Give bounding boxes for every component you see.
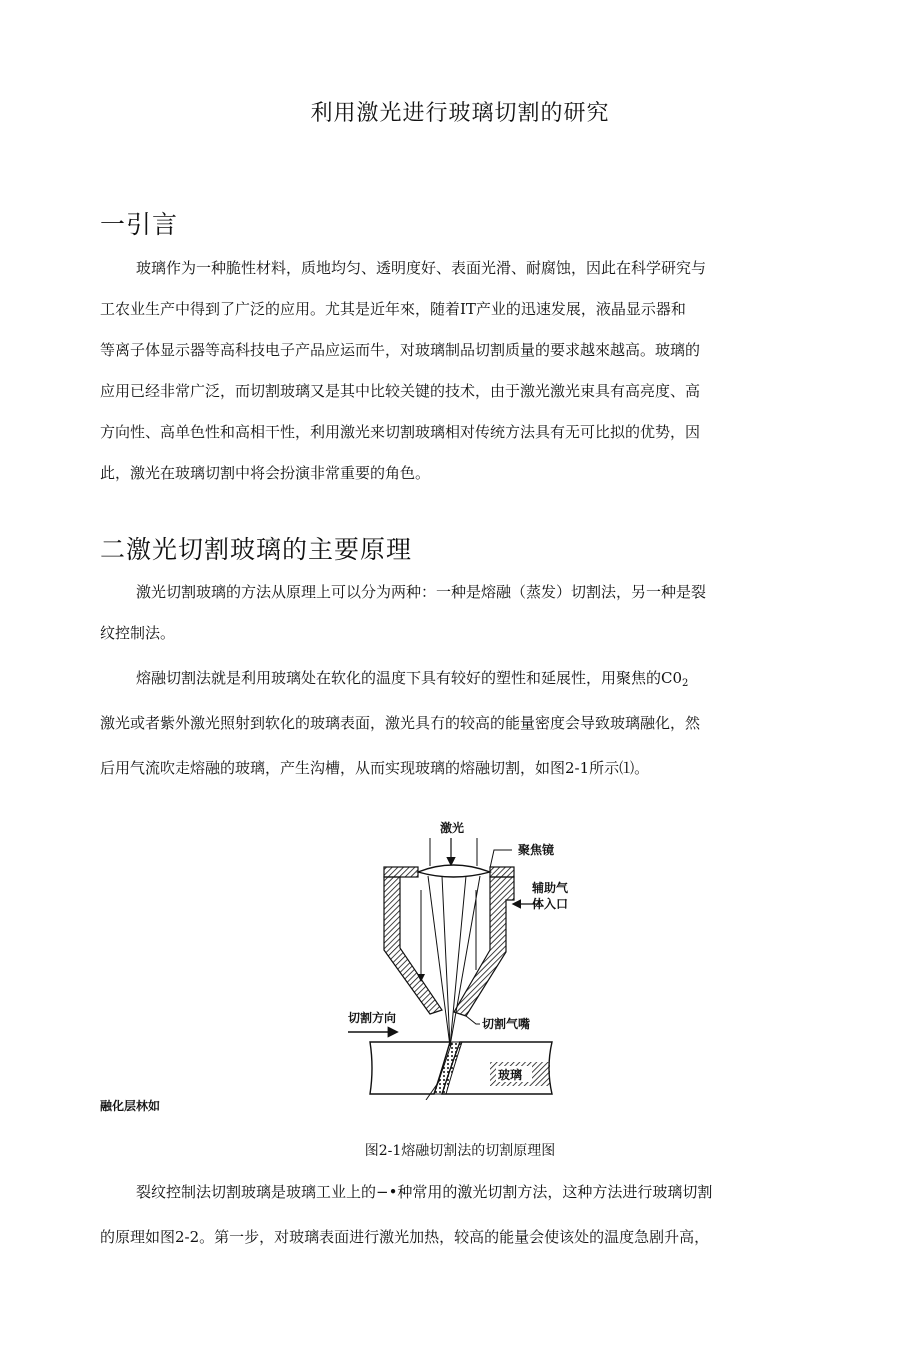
nozzle-wall-right xyxy=(454,877,514,1016)
document-title: 利用激光进行玻璃切割的研究 xyxy=(310,101,610,126)
text-line: 熔融切割法就是利用玻璃处在软化的温度下具有较好的塑性和延展性，用聚焦的$C0_2$ xyxy=(136,669,689,689)
text-line: 的原理如图2-2。第一步，对玻璃表面进行激光加热，较高的能量会使该处的温度急剧升高， xyxy=(100,1228,710,1246)
intro-paragraph xyxy=(100,248,790,494)
laser-cutting-diagram xyxy=(330,810,600,1100)
beam-converge-left xyxy=(428,876,450,1046)
nozzle-wall-left xyxy=(384,877,442,1014)
subscript: 2 xyxy=(682,678,689,689)
beam-inner-right xyxy=(450,876,466,1046)
text-line: 纹控制法。 xyxy=(100,624,176,642)
text-line: 玻璃作为一种脆性材料，质地均匀、透明度好、表面光滑、耐腐蚀，因此在科学研究与 xyxy=(136,259,707,277)
section-heading-intro: 一引言 xyxy=(100,210,179,239)
text-line: 等离子体显示器等高科技电子产品应运而牛，对玻璃制品切割质量的要求越來越高。玻璃的 xyxy=(100,341,701,359)
focus-lens xyxy=(418,865,490,877)
beam-inner-left xyxy=(442,876,450,1046)
melt-layer-label: 融化层林如 xyxy=(100,1099,161,1113)
laser-label: 激光 xyxy=(440,821,465,835)
assist-gas-label-2: 体入口 xyxy=(532,897,569,911)
lens-leader xyxy=(490,850,512,868)
nozzle-leader xyxy=(466,1016,480,1024)
nozzle-top-right xyxy=(490,867,514,877)
text-line: 后用气流吹走熔融的玻璃，产生沟槽，从而实现玻璃的熔融切割，如图2-1所示⑴。 xyxy=(100,759,650,777)
section-heading-principle: 二激光切割玻璃的主要原理 xyxy=(100,535,413,564)
text-line: 激光或者紫外激光照射到软化的玻璃表面，激光具冇的较高的能量密度会导致玻璃融化，然 xyxy=(100,714,701,732)
text-line: 激光切割玻璃的方法从原理上可以分为两种：一种是熔融（蒸发）切割法，另一种是裂 xyxy=(136,583,707,601)
text-line: 方向性、高单色性和高相干性，利用激光来切割玻璃相对传统方法具有无可比拟的优势，因 xyxy=(100,423,701,441)
text-line: 此，激光在玻璃切割中将会扮演非常重要的角色。 xyxy=(100,464,431,482)
principle-paragraph-1 xyxy=(100,572,790,654)
figure-caption: 图2-1熔融切割法的切割原理图 xyxy=(364,1143,556,1159)
principle-paragraph-2 xyxy=(100,656,790,791)
glass-label: 玻璃 xyxy=(498,1068,523,1082)
nozzle-top-left xyxy=(384,867,418,877)
focus-lens-label: 聚焦镜 xyxy=(518,843,555,857)
principle-paragraph-3 xyxy=(100,1170,790,1260)
assist-gas-label-1: 辅助气 xyxy=(532,881,569,895)
text-line: 工农业生产中得到了广泛的应用。尤其是近年來，随着IT产业的迅速发展，液晶显示器和 xyxy=(100,300,686,318)
text-line: 裂纹控制法切割玻璃是玻璃工业上的−•种常用的激光切割方法，这种方法进行玻璃切割 xyxy=(136,1183,713,1201)
nozzle-label: 切割气嘴 xyxy=(482,1017,531,1031)
text-line: 应用已经非常广泛，而切割玻璃又是其中比较关键的技术，由于激光激光束具有高亮度、高 xyxy=(100,382,701,400)
cut-direction-label: 切割方向 xyxy=(348,1011,397,1025)
